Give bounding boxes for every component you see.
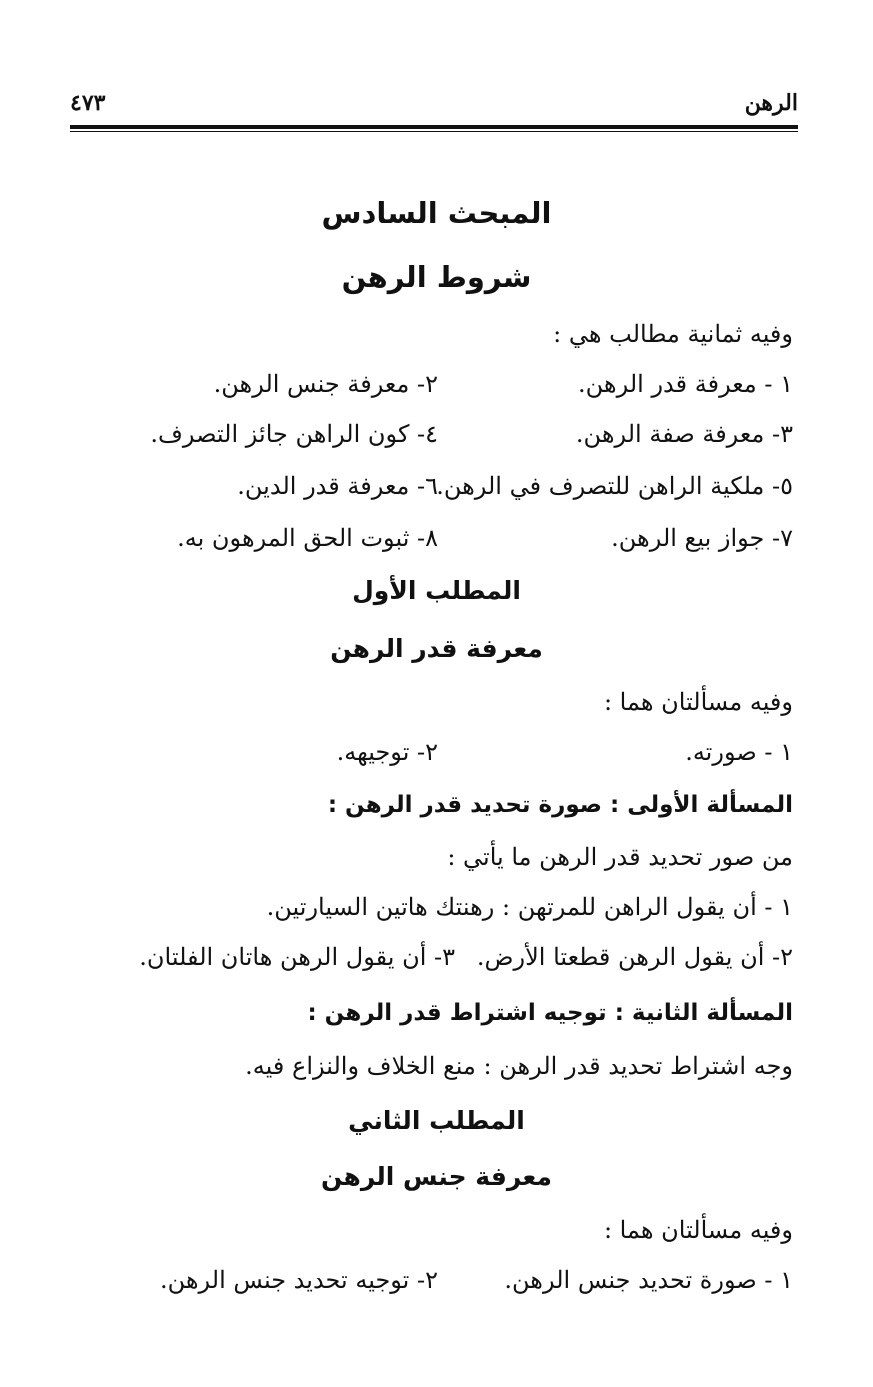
condition-item: ٥- ملكية الراهن للتصرف في الرهن. [436,472,793,500]
question2-text: وجه اشتراط تحديد قدر الرهن : منع الخلاف والنزاع فيه. [245,1052,793,1080]
question1-intro: من صور تحديد قدر الرهن ما يأتي : [447,843,793,871]
running-title: الرهن [744,90,798,116]
page-number: ٤٧٣ [70,90,106,116]
part1-title: المطلب الأول [352,576,521,605]
condition-item: ٦- معرفة قدر الدين. [237,472,438,500]
condition-item: ٢- معرفة جنس الرهن. [213,370,438,398]
part1-subtitle: معرفة قدر الرهن [330,634,543,663]
page-header [70,90,798,120]
part2-subtitle: معرفة جنس الرهن [321,1162,552,1191]
question1-item: ١ - أن يقول الراهن للمرتهن : رهنتك هاتين السيارتين. [266,893,793,921]
header-rule-thin [70,131,798,132]
section-subtitle: شروط الرهن [341,260,532,294]
question1-item: ٢- أن يقول الرهن قطعتا الأرض. [476,943,793,971]
part1-item: ١ - صورته. [685,738,793,766]
condition-item: ٤- كون الراهن جائز التصرف. [150,420,438,448]
part2-title: المطلب الثاني [348,1106,525,1135]
part1-item: ٢- توجيهه. [336,738,438,766]
header-rule-thick [70,125,798,129]
conditions-intro: وفيه ثمانية مطالب هي : [553,320,793,348]
part2-item: ٢- توجيه تحديد جنس الرهن. [159,1266,438,1294]
condition-item: ١ - معرفة قدر الرهن. [578,370,793,398]
condition-item: ٧- جواز بيع الرهن. [611,524,793,552]
condition-item: ٨- ثبوت الحق المرهون به. [177,524,438,552]
part2-item: ١ - صورة تحديد جنس الرهن. [504,1266,793,1294]
part1-intro: وفيه مسألتان هما : [603,688,793,716]
part2-intro: وفيه مسألتان هما : [603,1216,793,1244]
question2-heading: المسألة الثانية : توجيه اشتراط قدر الرهن : [307,1000,793,1026]
question1-item: ٣- أن يقول الرهن هاتان الفلتان. [139,943,455,971]
section-title: المبحث السادس [321,196,552,230]
condition-item: ٣- معرفة صفة الرهن. [575,420,793,448]
question1-heading: المسألة الأولى : صورة تحديد قدر الرهن : [327,792,793,818]
